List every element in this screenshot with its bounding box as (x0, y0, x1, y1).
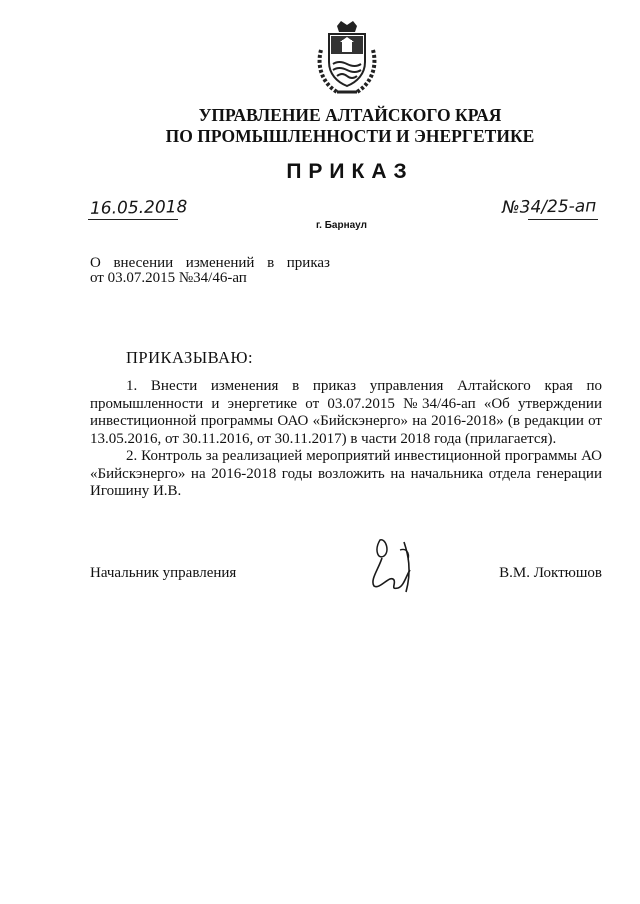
subject-word: в (267, 255, 275, 271)
city-label: г. Барнаул (316, 220, 367, 231)
subject-word: внесении (113, 255, 174, 271)
organization-title-line1: УПРАВЛЕНИЕ АЛТАЙСКОГО КРАЯ (198, 105, 502, 125)
organization-title (90, 105, 610, 147)
date-underline (88, 219, 178, 220)
organization-title-line2: ПО ПРОМЫШЛЕННОСТИ И ЭНЕРГЕТИКЕ (165, 126, 535, 146)
subject-line1 (90, 256, 330, 271)
order-subject (90, 256, 330, 286)
order-number: №34/25-ап (501, 196, 597, 218)
order-date: 16.05.2018 (89, 197, 188, 219)
handwritten-signature-icon (360, 530, 430, 600)
number-underline (528, 219, 598, 220)
subject-word: приказ (286, 255, 330, 271)
document-type: ПРИКАЗ (286, 160, 414, 183)
signer-position: Начальник управления (90, 565, 237, 581)
order-item-1: 1. Внести изменения в приказ управления Алтайского края по промышленности и энергетике от 03.07.2015 №34/46-ап «Об утверждении инвестиционной программы ОАО «Бийскэнерго» на 2016-2018» (в редакции от 13.05.2016, от 30.11.2016, от 30.11.2017) в части 2018 года (прилагается). (90, 378, 602, 447)
signer-name: В.М. Локтюшов (499, 565, 602, 581)
subject-word: изменений (185, 255, 255, 271)
order-body (90, 378, 602, 501)
altai-krai-coat-of-arms-icon (311, 20, 383, 98)
subject-line2: от 03.07.2015 №34/46-ап (90, 270, 247, 286)
order-directive-heading: ПРИКАЗЫВАЮ: (126, 348, 254, 367)
subject-word: О (90, 255, 101, 271)
order-item-2: 2. Контроль за реализацией мероприятий инвестиционной программы АО «Бийскэнерго» на 2016-2018 годы возложить на начальника отдела генерации Игошину И.В. (90, 448, 602, 499)
